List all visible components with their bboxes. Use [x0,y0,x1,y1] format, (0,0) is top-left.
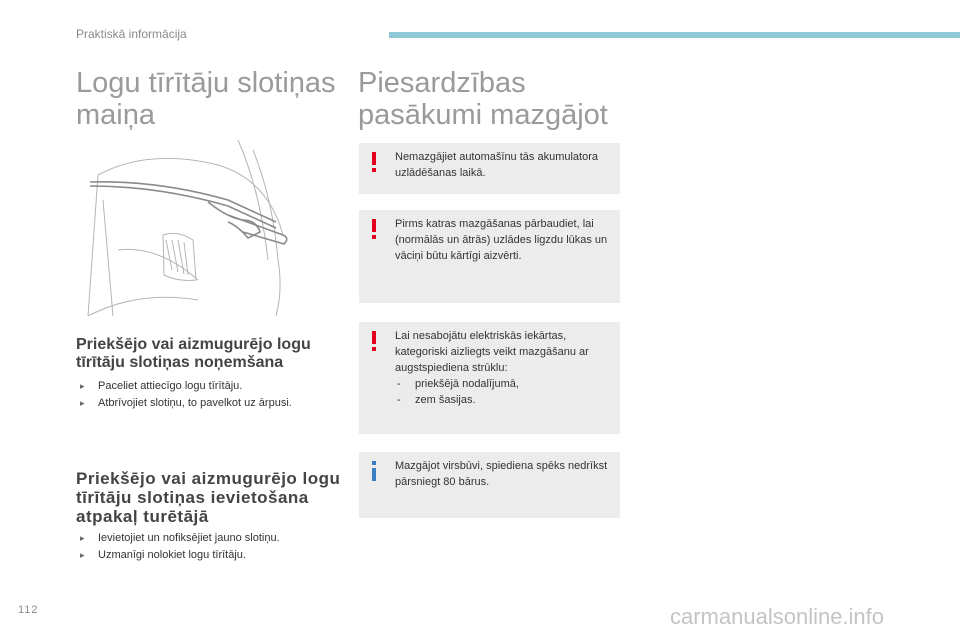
list-item: ▸ Ievietojiet un nofiksējiet jauno slotiņu. [80,530,350,547]
arrow-bullet-icon: ▸ [80,533,85,543]
header-accent-bar [389,32,960,38]
notice-box: Pirms katras mazgāšanas pārbaudiet, lai (normālās un ātrās) uzlādes ligzdu lūkas un vāciņi būtu kārtīgi aizvērti. [359,210,620,303]
removal-steps [80,378,350,412]
notice-box: Lai nesabojātu elektriskās iekārtas, kategoriski aizliegts veikt mazgāšanu ar augstspiediena strūklu: - priekšējā nodalījumā, - zem šasijas. [359,322,620,434]
install-heading: Priekšējo vai aizmugurējo logu tīrītāju slotiņas ievietošana atpakaļ turētājā [76,469,341,526]
info-icon [367,460,381,482]
info-box: Mazgājot virsbūvi, spiediena spēks nedrīkst pārsniegt 80 bārus. [359,452,620,518]
list-item: ▸ Uzmanīgi nolokiet logu tīrītāju. [80,547,350,564]
arrow-bullet-icon: ▸ [80,398,85,408]
warning-icon [367,330,381,352]
page-title-wiper: Logu tīrītāju slotiņas maiņa [76,67,336,131]
arrow-bullet-icon: ▸ [80,550,85,560]
page-number: 112 [18,604,39,616]
warning-icon [367,218,381,240]
removal-heading: Priekšējo vai aizmugurējo logu tīrītāju slotiņas noņemšana [76,336,311,371]
warning-icon [367,151,381,173]
list-item: ▸ Paceliet attiecīgo logu tīrītāju. [80,378,350,395]
arrow-bullet-icon: ▸ [80,381,85,391]
watermark: carmanualsonline.info [670,604,885,629]
wiper-illustration [78,140,334,316]
section-label: Praktiskā informācija [76,27,187,41]
notice-box: Nemazgājiet automašīnu tās akumulatora uzlādēšanas laikā. [359,143,620,194]
install-steps [80,530,350,564]
list-item: ▸ Atbrīvojiet slotiņu, to pavelkot uz ārpusi. [80,395,350,412]
page-title-washing: Piesardzības pasākumi mazgājot [358,67,608,131]
